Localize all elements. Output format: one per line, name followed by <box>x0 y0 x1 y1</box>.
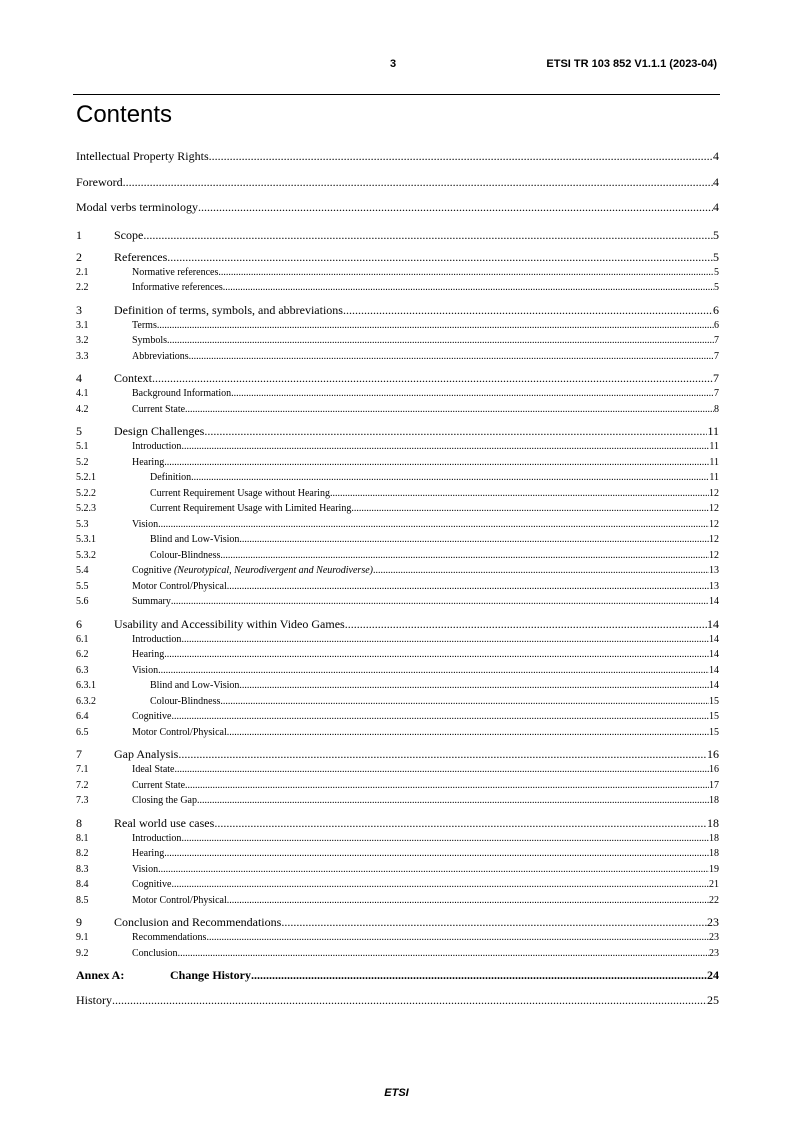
toc-entry-label <box>150 501 351 517</box>
toc-entry-label <box>150 486 330 502</box>
toc-entry-label <box>132 762 174 778</box>
toc-entry-number: 6 <box>76 616 82 631</box>
toc-entry-label <box>132 563 373 579</box>
toc-entry-number: 2.1 <box>76 266 89 278</box>
toc-entry-title: Intellectual Property Rights <box>76 149 209 163</box>
toc-leader-dots <box>191 470 709 486</box>
toc-leader-dots <box>158 663 709 679</box>
toc-leader-dots <box>345 616 707 632</box>
toc-entry-label <box>132 594 171 610</box>
toc-entry-title: Usability and Accessibility within Video Games <box>114 616 345 631</box>
toc-entry-number: 8 <box>76 815 82 830</box>
toc-entry-label <box>132 579 227 595</box>
toc-entry-page: 12 <box>709 487 719 499</box>
toc-entry-number: 8.1 <box>76 832 89 844</box>
toc-entry-number: 4 <box>76 371 82 385</box>
toc-entry[interactable] <box>76 402 719 418</box>
toc-entry[interactable] <box>76 548 719 564</box>
toc-entry-title: Modal verbs terminology <box>76 200 198 214</box>
toc-entry-page: 14 <box>709 633 719 645</box>
toc-entry-label <box>76 199 198 215</box>
toc-leader-dots <box>112 992 707 1008</box>
toc-entry-page: 23 <box>707 915 719 929</box>
toc-leader-dots <box>239 678 709 694</box>
toc-entry-number: 8.2 <box>76 848 89 859</box>
toc-leader-dots <box>178 946 709 962</box>
toc-entry-label <box>132 386 231 402</box>
toc-entry-page: 11 <box>709 472 719 483</box>
toc-entry-page: 16 <box>707 747 719 761</box>
toc-entry[interactable] <box>76 663 719 679</box>
toc-entry-page: 7 <box>713 371 719 385</box>
toc-entry-page: 14 <box>709 649 719 660</box>
toc-entry-page: 12 <box>709 534 719 545</box>
toc-entry-title: Foreword <box>76 174 123 189</box>
toc-entry-number: 7.3 <box>76 795 89 806</box>
toc-entry-page: 5 <box>713 249 719 264</box>
toc-entry-page: 23 <box>709 932 719 943</box>
toc-entry-page: 4 <box>713 149 719 163</box>
toc-leader-dots <box>164 455 709 471</box>
toc-leader-dots <box>164 647 709 663</box>
toc-entry[interactable] <box>76 914 719 930</box>
footer-logo-text: ETSI <box>384 1087 409 1099</box>
toc-leader-dots <box>198 199 713 215</box>
toc-leader-dots <box>178 746 707 762</box>
toc-entry[interactable] <box>76 517 719 533</box>
toc-entry-label <box>150 532 239 548</box>
toc-entry-label <box>132 632 181 648</box>
toc-entry-title: Design Challenges <box>114 424 205 438</box>
toc-entry-number: 6.2 <box>76 649 89 660</box>
toc-entry-page: 17 <box>709 779 719 791</box>
toc-leader-dots <box>171 594 709 610</box>
toc-leader-dots <box>152 370 713 386</box>
toc-entry[interactable] <box>76 946 719 962</box>
header-rule <box>73 94 720 95</box>
toc-entry-title: Definition <box>150 472 192 483</box>
toc-entry[interactable] <box>76 762 719 778</box>
toc-entry[interactable] <box>76 227 719 243</box>
toc-entry[interactable] <box>76 439 719 455</box>
toc-entry-number: 5.2.2 <box>76 487 96 499</box>
toc-entry-label <box>132 402 185 418</box>
toc-leader-dots <box>206 930 709 946</box>
toc-entry-number: 5.1 <box>76 441 89 452</box>
toc-entry-title: Colour-Blindness <box>150 695 221 707</box>
toc-entry-label <box>114 227 143 243</box>
toc-entry-number: 5.3 <box>76 518 89 530</box>
toc-entry-page: 5 <box>713 227 719 242</box>
toc-entry[interactable] <box>76 302 719 318</box>
toc-entry-number: 9 <box>76 915 82 929</box>
toc-entry-title: Symbols <box>132 335 168 346</box>
toc-entry-label <box>114 746 178 762</box>
toc-entry-title: Terms <box>132 319 157 331</box>
toc-entry-number: 5 <box>76 424 82 438</box>
toc-entry-label <box>132 349 189 365</box>
toc-leader-dots <box>164 846 709 862</box>
toc-entry-label <box>114 370 152 386</box>
toc-entry[interactable] <box>76 470 719 486</box>
toc-entry-label <box>76 174 123 190</box>
toc-entry-page: 13 <box>709 580 719 592</box>
toc-entry-title: Current State <box>132 779 186 791</box>
toc-entry-page: 18 <box>707 815 719 830</box>
toc-entry-number: 7.1 <box>76 764 89 775</box>
toc-entry-page: 6 <box>714 319 719 331</box>
toc-entry[interactable] <box>76 333 719 349</box>
toc-leader-dots <box>185 402 714 418</box>
toc-entry-title: Current Requirement Usage without Hearing <box>150 487 330 499</box>
toc-entry-title: Blind and Low-Vision <box>150 680 240 691</box>
toc-entry[interactable] <box>76 678 719 694</box>
toc-entry-number: 3 <box>76 302 82 317</box>
toc-entry-title: Hearing <box>132 848 165 859</box>
toc-entry-label <box>132 725 227 741</box>
toc-entry-label <box>132 946 178 962</box>
toc-entry-page: 24 <box>707 968 719 982</box>
toc-entry-page: 7 <box>714 335 719 346</box>
toc-entry[interactable] <box>76 778 719 794</box>
toc-entry-subtitle: (Neurotypical, Neurodivergent and Neurodiverse) <box>173 565 373 576</box>
toc-entry-page: 19 <box>709 863 719 875</box>
toc-leader-dots <box>167 333 714 349</box>
toc-entry-number: 9.2 <box>76 947 89 959</box>
toc-entry[interactable] <box>76 532 719 548</box>
toc-leader-dots <box>214 815 707 831</box>
toc-entry-title: Motor Control/Physical <box>132 726 227 738</box>
toc-entry-page: 21 <box>709 879 719 890</box>
toc-entry-label <box>114 914 281 930</box>
toc-entry-label <box>114 423 204 439</box>
toc-entry-title: Conclusion <box>132 947 178 959</box>
toc-entry-number: 1 <box>76 227 82 242</box>
toc-entry-title: Definition of terms, symbols, and abbreviations <box>114 302 343 317</box>
toc-entry-label <box>76 148 209 164</box>
toc-entry[interactable] <box>76 579 719 595</box>
toc-entry-title: Real world use cases <box>114 815 215 830</box>
toc-entry-number: 2.2 <box>76 282 89 293</box>
toc-entry-label <box>132 862 158 878</box>
toc-entry-number: 3.3 <box>76 350 89 362</box>
toc-entry-label <box>132 517 158 533</box>
toc-entry-number: 5.4 <box>76 565 89 576</box>
toc-entry-title: Background Information <box>132 388 232 399</box>
toc-entry-page: 5 <box>714 282 719 293</box>
toc-entry-number: 5.6 <box>76 596 89 607</box>
toc-leader-dots <box>220 548 709 564</box>
toc-entry[interactable] <box>76 725 719 741</box>
toc-entry-label <box>132 265 218 281</box>
toc-entry-page: 7 <box>714 388 719 399</box>
toc-leader-dots <box>158 517 709 533</box>
toc-entry-number: 8.3 <box>76 863 89 875</box>
toc-leader-dots <box>223 280 714 296</box>
toc-entry-title: Current Requirement Usage with Limited Hearing <box>150 503 352 514</box>
toc-entry[interactable] <box>76 563 719 579</box>
toc-entry[interactable] <box>76 846 719 862</box>
toc-entry-number: 3.1 <box>76 319 89 331</box>
toc-entry-label <box>114 249 167 265</box>
toc-entry-title: Closing the Gap <box>132 795 197 806</box>
toc-entry-title: History <box>76 993 112 1007</box>
toc-entry-number: 5.2.1 <box>76 472 96 483</box>
toc-leader-dots <box>343 302 713 318</box>
toc-leader-dots <box>181 439 709 455</box>
toc-entry-label <box>114 616 345 632</box>
toc-leader-dots <box>197 793 709 809</box>
toc-entry-page: 23 <box>709 947 719 959</box>
toc-entry-number: 6.1 <box>76 633 89 645</box>
toc-entry-number: 8.5 <box>76 894 89 906</box>
toc-entry-label <box>132 709 171 725</box>
toc-leader-dots <box>281 914 707 930</box>
toc-leader-dots <box>143 227 713 243</box>
toc-entry-page: 4 <box>713 174 719 189</box>
toc-entry-page: 7 <box>714 350 719 362</box>
toc-entry-label <box>150 548 220 564</box>
toc-entry-title: Vision <box>132 664 159 676</box>
toc-entry-title: Motor Control/Physical <box>132 894 227 906</box>
toc-entry[interactable] <box>76 199 719 225</box>
toc-leader-dots <box>227 579 709 595</box>
toc-leader-dots <box>373 563 709 579</box>
toc-entry-number: 4.2 <box>76 403 89 415</box>
toc-entry-label <box>132 930 206 946</box>
document-reference: ETSI TR 103 852 V1.1.1 (2023-04) <box>546 58 717 70</box>
toc-entry[interactable] <box>76 815 719 831</box>
toc-leader-dots <box>231 386 714 402</box>
toc-entry-label <box>150 694 220 710</box>
toc-entry[interactable] <box>76 455 719 471</box>
toc-entry-title: Recommendations <box>132 932 207 943</box>
toc-entry[interactable] <box>76 249 719 265</box>
toc-entry-title: Summary <box>132 596 171 607</box>
toc-entry-label <box>132 647 164 663</box>
toc-entry[interactable] <box>76 594 719 610</box>
toc-entry-title: References <box>114 249 168 264</box>
toc-entry-label <box>150 678 239 694</box>
toc-entry-page: 18 <box>709 832 719 844</box>
toc-entry-title: Motor Control/Physical <box>132 580 227 592</box>
toc-entry[interactable] <box>76 793 719 809</box>
toc-entry-page: 15 <box>709 695 719 707</box>
table-of-contents <box>76 148 719 1012</box>
toc-entry[interactable] <box>76 930 719 946</box>
toc-entry-title: Cognitive <box>132 879 172 890</box>
toc-entry-title: Vision <box>132 518 159 530</box>
toc-entry[interactable] <box>76 877 719 893</box>
toc-leader-dots <box>174 762 709 778</box>
toc-entry-number: 6.4 <box>76 711 89 722</box>
toc-entry-number: 9.1 <box>76 932 89 943</box>
toc-entry[interactable] <box>76 632 719 648</box>
toc-entry-title: Conclusion and Recommendations <box>114 915 282 929</box>
toc-entry-page: 12 <box>709 549 719 561</box>
toc-entry[interactable] <box>76 501 719 517</box>
toc-entry-page: 14 <box>709 680 719 691</box>
toc-leader-dots <box>185 778 709 794</box>
toc-entry-label <box>132 318 157 334</box>
toc-entry-title: Blind and Low-Vision <box>150 534 240 545</box>
toc-entry-page: 11 <box>707 424 719 438</box>
toc-entry-title: Scope <box>114 227 144 242</box>
toc-leader-dots <box>167 249 713 265</box>
toc-entry-label <box>132 663 158 679</box>
toc-entry-label <box>132 831 181 847</box>
toc-entry-number: 5.2.3 <box>76 503 96 514</box>
toc-entry-number: 5.3.1 <box>76 534 96 545</box>
toc-entry-page: 13 <box>709 565 719 576</box>
toc-entry-page: 18 <box>709 795 719 806</box>
toc-entry-page: 14 <box>709 596 719 607</box>
toc-entry-title: Context <box>114 371 152 385</box>
toc-entry-number: 2 <box>76 249 82 264</box>
toc-leader-dots <box>251 967 707 983</box>
toc-entry-page: 15 <box>709 726 719 738</box>
toc-leader-dots <box>189 349 714 365</box>
toc-entry-page: 12 <box>709 503 719 514</box>
toc-leader-dots <box>209 148 713 164</box>
page-title: Contents <box>76 101 173 128</box>
toc-entry[interactable] <box>76 486 719 502</box>
toc-entry-label <box>132 333 167 349</box>
toc-leader-dots <box>218 265 714 281</box>
toc-entry-label <box>132 877 171 893</box>
toc-entry-page: 14 <box>709 664 719 676</box>
toc-entry-label <box>132 778 185 794</box>
toc-entry-page: 11 <box>709 441 719 452</box>
toc-entry-label <box>132 893 227 909</box>
toc-entry-page: 8 <box>714 403 719 415</box>
toc-entry[interactable] <box>76 831 719 847</box>
toc-entry-page: 16 <box>709 764 719 775</box>
toc-entry-number: 5.3.2 <box>76 549 96 561</box>
toc-entry[interactable] <box>76 349 719 365</box>
toc-entry-number: Annex A: <box>76 968 125 982</box>
toc-entry-number: 4.1 <box>76 388 89 399</box>
toc-entry-title: Introduction <box>132 633 182 645</box>
toc-entry-label <box>114 302 343 318</box>
toc-leader-dots <box>227 893 709 909</box>
toc-entry-page: 14 <box>707 616 719 631</box>
toc-entry[interactable] <box>76 746 719 762</box>
toc-entry-title: Ideal State <box>132 764 175 775</box>
toc-entry[interactable] <box>76 616 719 632</box>
toc-entry-label <box>114 815 214 831</box>
toc-entry-number: 6.3.1 <box>76 680 96 691</box>
toc-entry-number: 5.5 <box>76 580 89 592</box>
toc-leader-dots <box>171 709 709 725</box>
toc-entry-title: Colour-Blindness <box>150 549 221 561</box>
toc-leader-dots <box>351 501 709 517</box>
toc-leader-dots <box>220 694 709 710</box>
toc-entry-page: 6 <box>713 302 719 317</box>
toc-entry[interactable] <box>76 893 719 909</box>
toc-entry[interactable] <box>76 423 719 439</box>
toc-leader-dots <box>157 318 714 334</box>
toc-entry[interactable] <box>76 647 719 663</box>
toc-entry-title: Hearing <box>132 649 165 660</box>
toc-entry-number: 7 <box>76 747 82 761</box>
toc-leader-dots <box>171 877 709 893</box>
toc-entry-title: Gap Analysis <box>114 747 179 761</box>
toc-entry[interactable] <box>76 386 719 402</box>
toc-leader-dots <box>123 174 713 190</box>
toc-entry-title: Current State <box>132 403 186 415</box>
toc-entry-page: 5 <box>714 266 719 278</box>
toc-entry[interactable] <box>76 370 719 386</box>
toc-entry-title: Vision <box>132 863 159 875</box>
toc-entry-title: Introduction <box>132 832 182 844</box>
toc-entry-title: Cognitive <box>132 711 172 722</box>
toc-entry-number: 7.2 <box>76 779 89 791</box>
toc-entry-page: 12 <box>709 518 719 530</box>
toc-entry-number: 8.4 <box>76 879 89 890</box>
toc-entry[interactable] <box>76 174 719 200</box>
toc-entry-number: 6.5 <box>76 726 89 738</box>
toc-entry-label <box>132 280 223 296</box>
toc-leader-dots <box>158 862 709 878</box>
toc-entry-title: Normative references <box>132 266 219 278</box>
toc-entry-page: 15 <box>709 711 719 722</box>
toc-entry-page: 25 <box>707 993 719 1007</box>
toc-entry-page: 11 <box>709 456 719 468</box>
toc-entry-page: 4 <box>713 200 719 214</box>
toc-entry-number: 3.2 <box>76 335 89 346</box>
toc-entry-title: Cognitive <box>132 565 172 576</box>
toc-entry-label <box>150 470 191 486</box>
toc-entry[interactable] <box>76 992 719 1012</box>
toc-entry[interactable] <box>76 148 719 174</box>
toc-entry-title: Hearing <box>132 456 165 468</box>
toc-entry-title: Change History <box>170 968 251 982</box>
toc-entry[interactable] <box>76 265 719 281</box>
toc-entry[interactable] <box>76 318 719 334</box>
toc-entry-label <box>132 455 164 471</box>
toc-entry-number: 6.3.2 <box>76 695 96 707</box>
toc-leader-dots <box>239 532 709 548</box>
toc-entry-label <box>76 992 112 1008</box>
toc-entry-title: Informative references <box>132 282 223 293</box>
page-number: 3 <box>390 58 397 70</box>
toc-entry-label <box>170 967 251 983</box>
toc-leader-dots <box>204 423 707 439</box>
toc-entry-label <box>132 439 181 455</box>
toc-entry[interactable] <box>76 967 719 992</box>
toc-leader-dots <box>181 632 709 648</box>
toc-leader-dots <box>330 486 709 502</box>
toc-entry-label <box>132 846 164 862</box>
toc-leader-dots <box>227 725 709 741</box>
toc-entry[interactable] <box>76 709 719 725</box>
toc-entry[interactable] <box>76 280 719 296</box>
toc-entry-number: 6.3 <box>76 664 89 676</box>
toc-entry-page: 22 <box>709 894 719 906</box>
toc-entry-title: Abbreviations <box>132 350 189 362</box>
toc-entry[interactable] <box>76 694 719 710</box>
toc-entry-title: Introduction <box>132 441 182 452</box>
toc-leader-dots <box>181 831 709 847</box>
toc-entry-label <box>132 793 197 809</box>
toc-entry[interactable] <box>76 862 719 878</box>
toc-entry-number: 5.2 <box>76 456 89 468</box>
toc-entry-page: 18 <box>709 848 719 859</box>
